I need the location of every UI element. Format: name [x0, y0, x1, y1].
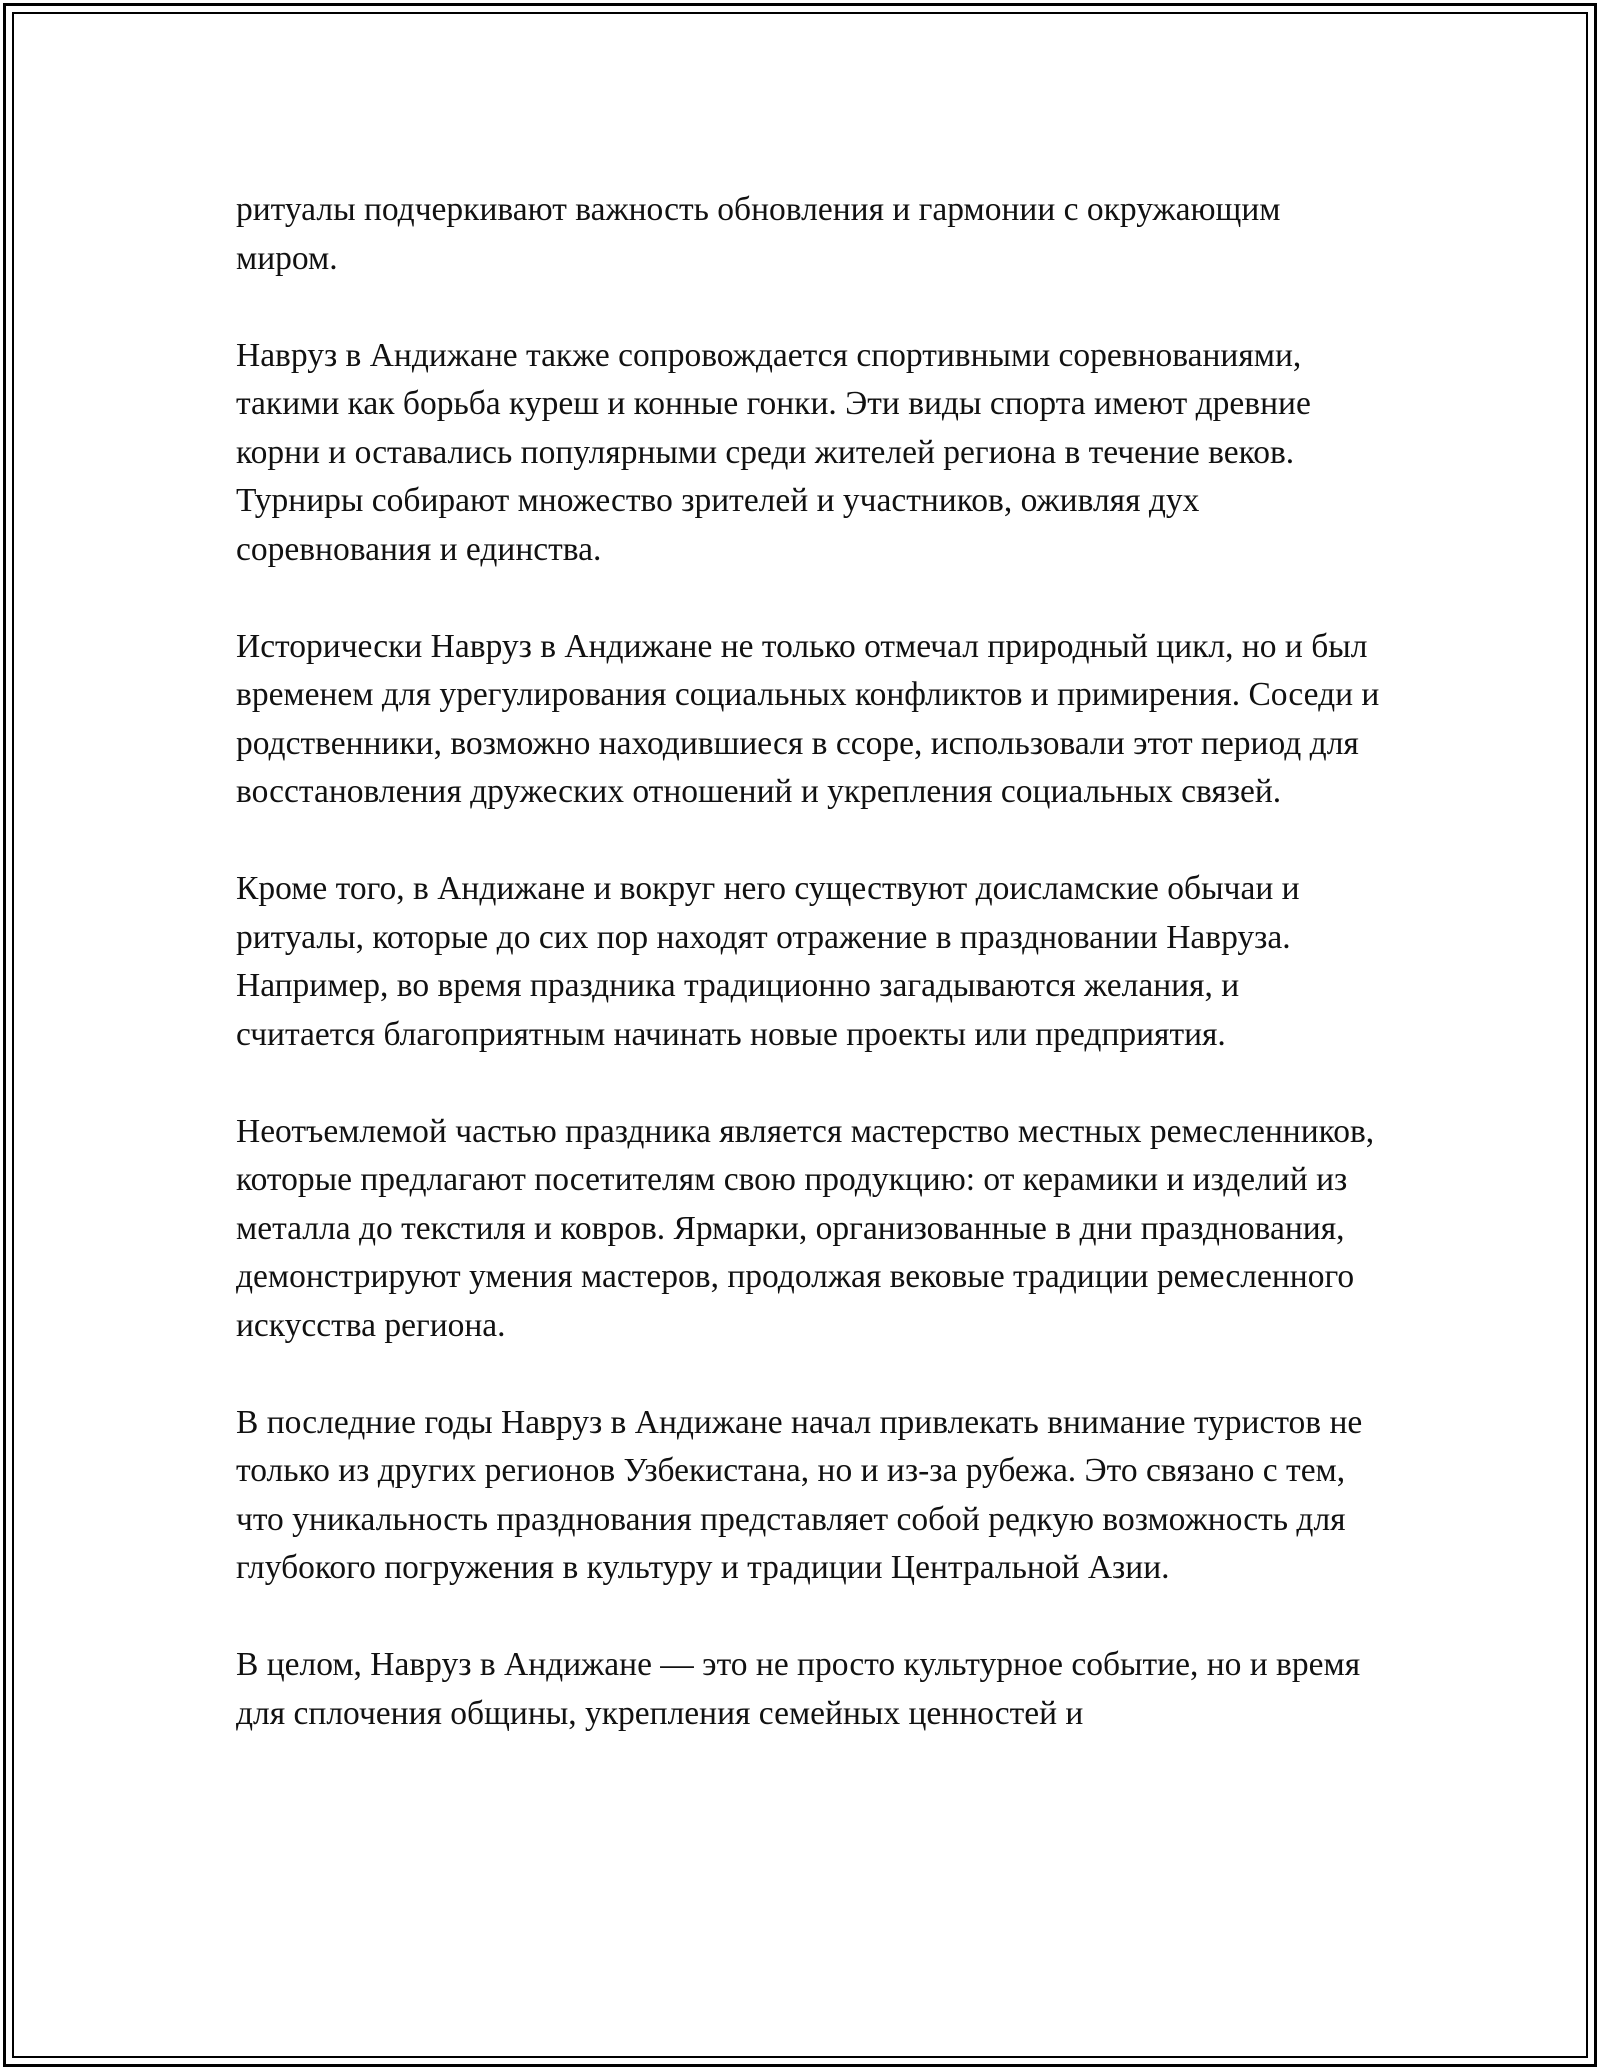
paragraph: Исторически Навруз в Андижане не только отмечал природный цикл, но и был временем для урегулирования социальных конфликтов и примирения. Соседи и родственники, возможно находившиеся в ссоре, использовали этот период для восстановления дружеских отношений и укрепления социальных связей.: [236, 627, 1380, 810]
paragraph: Кроме того, в Андижане и вокруг него существуют доисламские обычаи и ритуалы, которые до сих пор находят отражение в праздновании Навруза. Например, во время праздника традиционно загадываются желания, и считается благоприятным начинать новые проекты или предприятия.: [236, 870, 1300, 1053]
paragraph: Неотъемлемой частью праздника является мастерство местных ремесленников, которые предлагают посетителям свою продукцию: от керамики и изделий из металла до текстиля и ковров. Ярмарки, организованные в дни празднования, демонстрируют умения мастеров, продолжая вековые традиции ремесленного искусства региона.: [236, 1112, 1375, 1344]
paragraph: Навруз в Андижане также сопровождается спортивными соревнованиями, такими как борьба куреш и конные гонки. Эти виды спорта имеют древние корни и оставались популярными среди жителей региона в течение веков. Турниры собирают множество зрителей и участников, оживляя дух соревнования и единства.: [236, 336, 1311, 568]
document-body: [236, 186, 1386, 1787]
paragraph: ритуалы подчеркивают важность обновления и гармонии с окружающим миром.: [236, 191, 1281, 277]
paragraph: В последние годы Навруз в Андижане начал привлекать внимание туристов не только из других регионов Узбекистана, но и из-за рубежа. Это связано с тем, что уникальность празднования представляет собой редкую возможность для глубокого погружения в культуру и традиции Центральной Азии.: [236, 1403, 1363, 1586]
paragraph: В целом, Навруз в Андижане — это не просто культурное событие, но и время для сплочения общины, укрепления семейных ценностей и: [236, 1646, 1361, 1732]
